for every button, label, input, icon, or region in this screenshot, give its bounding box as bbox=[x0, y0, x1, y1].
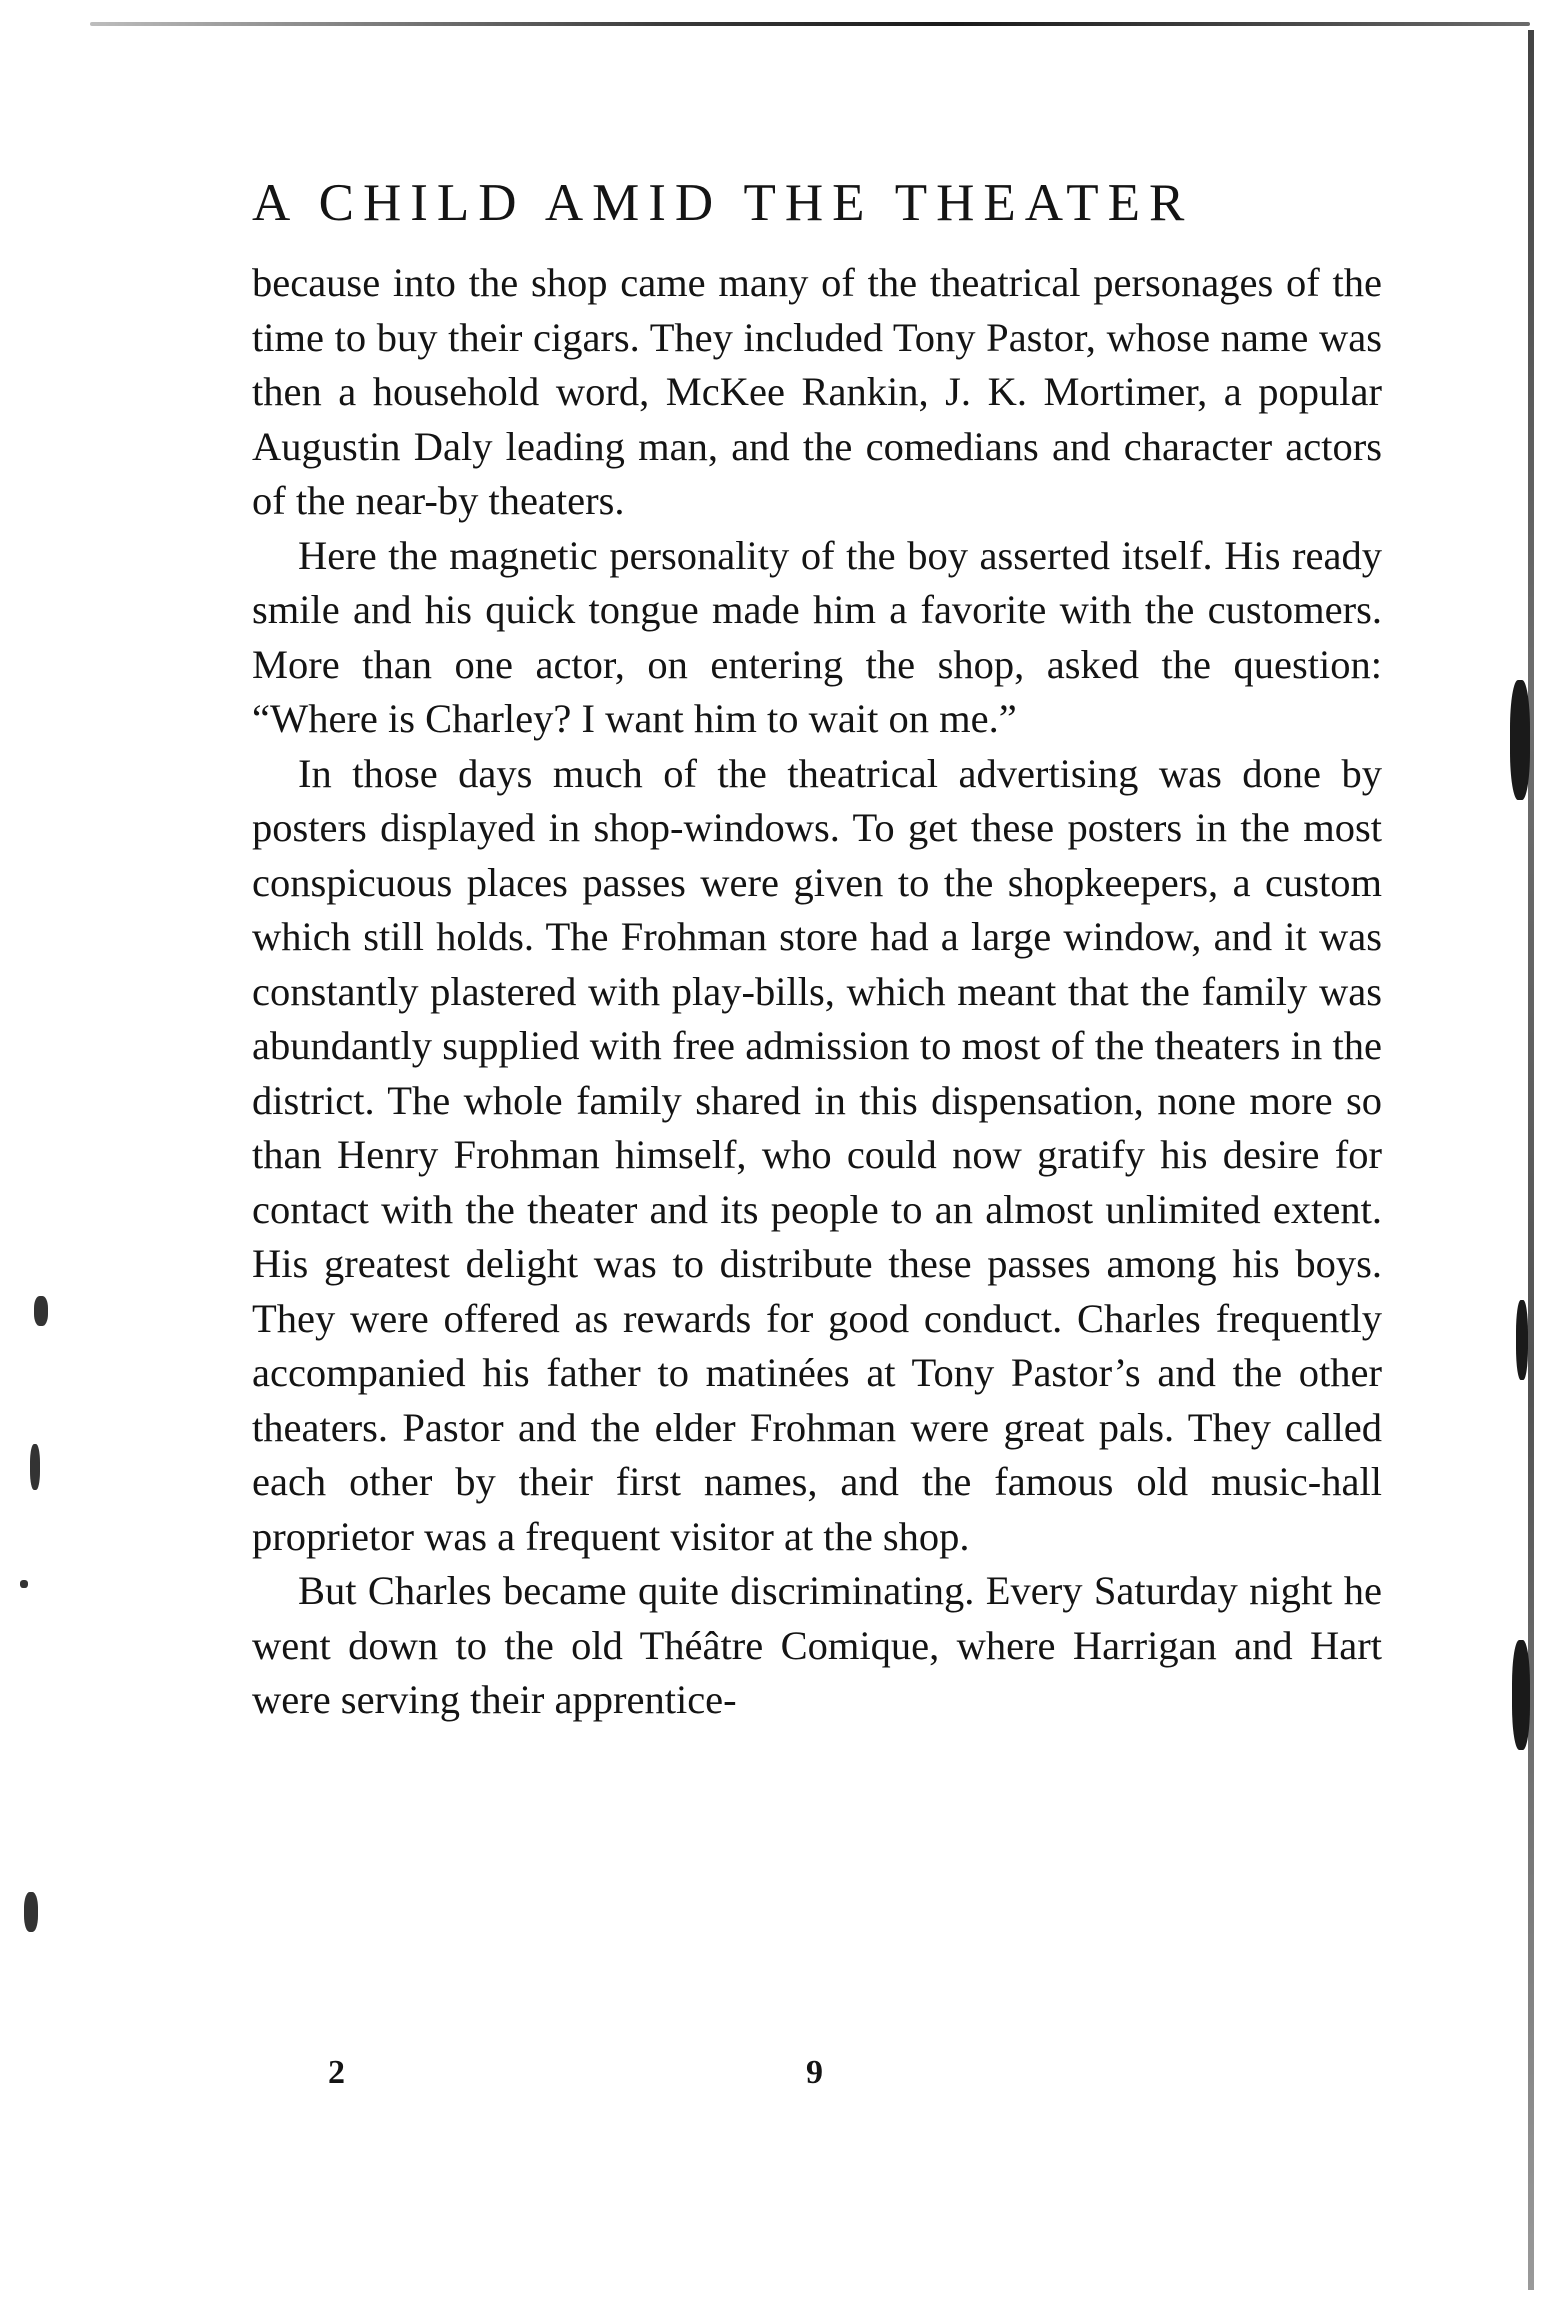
page-number: 9 bbox=[806, 2054, 823, 2091]
page-edge-shadow bbox=[1528, 30, 1534, 2290]
margin-mark bbox=[30, 1444, 40, 1490]
paragraph: Here the magnetic personality of the boy asserted itself. His ready smile and his quick tongue made him a favorite with the customers. More than one actor, on entering the shop, asked the question: “Where is Charley? I want him to wait on me.” bbox=[252, 532, 1382, 741]
paragraph: But Charles became quite discriminating. Every Saturday night he went down to the old Théâtre Comique, where Harrigan and Hart were serving their apprentice- bbox=[252, 1568, 1382, 1722]
top-rule bbox=[90, 22, 1530, 26]
edge-blot bbox=[1510, 680, 1530, 800]
margin-mark bbox=[24, 1892, 38, 1932]
edge-blot bbox=[1516, 1300, 1528, 1380]
margin-mark bbox=[20, 1580, 28, 1588]
margin-mark bbox=[34, 1296, 48, 1326]
signature-mark: 2 bbox=[328, 2054, 345, 2091]
paragraph: In those days much of the theatrical advertising was done by posters displayed in shop-windows. To get these posters in the most conspicuous places passes were given to the shopkeepers, a custom which still holds. The Frohman store had a large window, and it was constantly plastered with play-bills, which meant that the family was abundantly supplied with free admission to most of the theaters in the district. The whole family shared in this dispensation, none more so than Henry Frohman himself, who could now gratify his desire for contact with the theater and its people to an almost unlimited extent. His greatest delight was to distribute these passes among his boys. They were offered as rewards for good conduct. Charles frequently accompanied his father to matinées at Tony Pastor’s and the other theaters. Pastor and the elder Frohman were great pals. They called each other by their first names, and the famous old music-hall proprietor was a frequent visitor at the shop. bbox=[252, 750, 1382, 1559]
running-head-title: A CHILD AMID THE THEATER bbox=[252, 174, 1194, 232]
edge-blot bbox=[1512, 1640, 1530, 1750]
paragraph: because into the shop came many of the theatrical personages of the time to buy their cigars. They included Tony Pastor, whose name was then a household word, McKee Rankin, J. K. Mortimer, a popular Augustin Daly leading man, and the comedians and character actors of the near-by theaters. bbox=[252, 260, 1382, 523]
body-text bbox=[252, 256, 1382, 1728]
